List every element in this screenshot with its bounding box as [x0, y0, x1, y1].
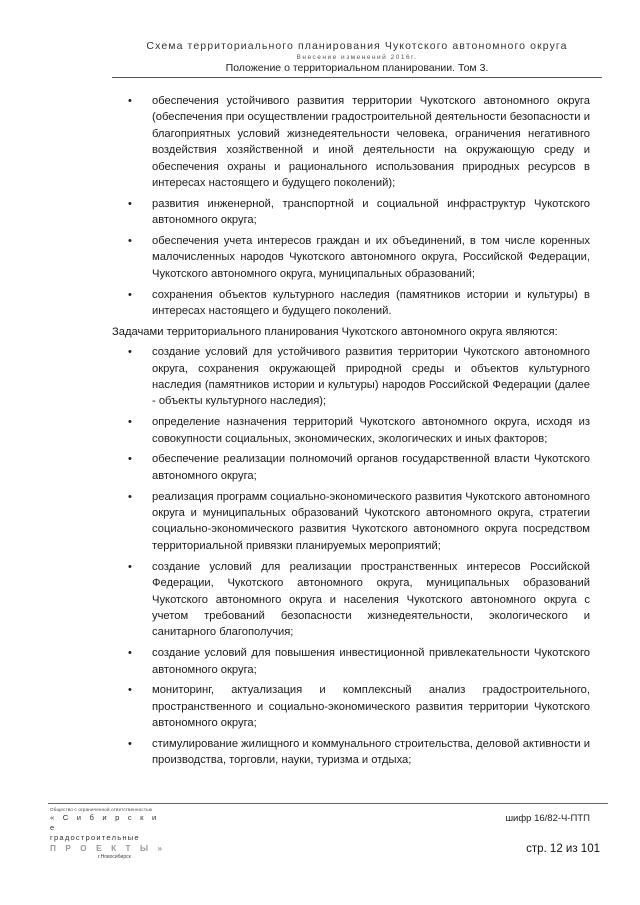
- bullet-icon: •: [128, 490, 132, 503]
- bullet-icon: •: [128, 288, 132, 301]
- bullet-icon: •: [128, 560, 132, 573]
- bullet-icon: •: [128, 684, 132, 697]
- list-item: [112, 736, 590, 769]
- bullet-icon: •: [128, 416, 132, 429]
- list-item-text: создание условий для устойчивого развития территории Чукотского автономного округа, сохранения окружающей природной среды и объектов культурного наследия (памятников истории и культуры) народов Российской Федерации (далее - объекты культурного наследия);: [152, 346, 590, 408]
- logo-org-type: Общество с ограниченной ответственностью: [50, 807, 153, 812]
- bullet-icon: •: [128, 346, 132, 359]
- list-item: [112, 451, 590, 484]
- bullet-icon: •: [128, 647, 132, 660]
- bullet-icon: •: [128, 95, 132, 107]
- company-logo: [50, 807, 170, 861]
- list-item: [112, 233, 590, 282]
- list-item: [112, 489, 590, 555]
- tasks-list: [112, 344, 590, 768]
- bullet-icon: •: [128, 197, 132, 210]
- list-item-text: реализация программ социально-экономического развития Чукотского автономного округа и муниципальных образований Чукотского автономного округа, стратегии социально-экономического развития Чукотского автономного округа посредством территориальной привязки планируемых мероприятий;: [152, 490, 590, 552]
- list-item-text: создание условий для реализации пространственных интересов Российской Федерации, Чукотского автономного округа, муниципальных образований Чукотского автономного округа и населения Чукотского автономного округа с учетом требований безопасности жизнедеятельности, экологического и санитарного благополучия;: [152, 560, 590, 639]
- document-cipher: шифр 16/82-Ч-ПТП: [505, 813, 590, 824]
- header-volume: Положение о территориальном планировании. Том 3.: [225, 62, 489, 74]
- list-item-text: мониторинг, актуализация и комплексный анализ градостроительного, пространственного и социально-экономического развития территории Чукотского автономного округа;: [152, 684, 590, 730]
- list-item: [112, 682, 590, 731]
- bullet-icon: •: [128, 737, 132, 750]
- logo-line-3: П Р О Е К Т Ы »: [50, 844, 166, 853]
- list-item: [112, 196, 590, 229]
- list-item: [112, 645, 590, 678]
- list-item-text: создание условий для повышения инвестиционной привлекательности Чукотского автономного округа;: [152, 647, 590, 676]
- list-item-text: обеспечения устойчивого развития территории Чукотского автономного округа (обеспечения при осуществлении градостроительной деятельности безопасности и благоприятных условий жизнедеятельности человека, ограничения негативного воздействия хозяйственной и иной деятельности на окружающую среду и обеспечения охраны и рационального использования природных ресурсов в интересах настоящего и будущего поколений);: [152, 95, 590, 190]
- list-item-text: сохранения объектов культурного наследия (памятников истории и культуры) в интересах настоящего и будущего поколений.: [152, 288, 590, 318]
- bullet-icon: •: [128, 453, 132, 466]
- list-item: [112, 93, 590, 191]
- list-item-text: обеспечение реализации полномочий органов государственной власти Чукотского автономного округа;: [152, 453, 590, 482]
- list-item: [112, 344, 590, 410]
- page-number: стр. 12 из 101: [526, 843, 600, 855]
- bullet-icon: •: [128, 235, 132, 248]
- page-body: [112, 93, 590, 773]
- list-item-text: стимулирование жилищного и коммунального строительства, деловой активности и производства, торговли, науки, туризма и отдыха;: [152, 737, 590, 767]
- list-item: [112, 287, 590, 320]
- logo-city: г.Новосибирск: [98, 854, 131, 860]
- page-header: [112, 40, 602, 75]
- list-item-text: обеспечения учета интересов граждан и их объединений, в том числе коренных малочисленных народов Чукотского автономного округа, Российской Федерации, Чукотского автономного округа, муниципальных образований;: [152, 235, 590, 280]
- header-subtitle: Внесение изменений 2016г.: [296, 54, 418, 61]
- list-item-text: развития инженерной, транспортной и социальной инфраструктур Чукотского автономного округа;: [152, 197, 590, 227]
- list-item: [112, 414, 590, 447]
- tasks-intro: Задачами территориального планирования Чукотского автономного округа являются:: [112, 325, 558, 338]
- list-item-text: определение назначения территорий Чукотского автономного округа, исходя из совокупности социальных, экономических, экологических и иных факторов;: [152, 416, 590, 445]
- goals-list: [112, 93, 590, 319]
- logo-line-1: « С и б и р с к и е: [50, 813, 160, 832]
- header-divider: [112, 77, 602, 78]
- list-item: [112, 559, 590, 641]
- footer-divider: [48, 803, 608, 804]
- logo-line-2: градостроительные: [50, 833, 140, 842]
- header-title: Схема территориального планирования Чукотского автономного округа: [146, 40, 568, 52]
